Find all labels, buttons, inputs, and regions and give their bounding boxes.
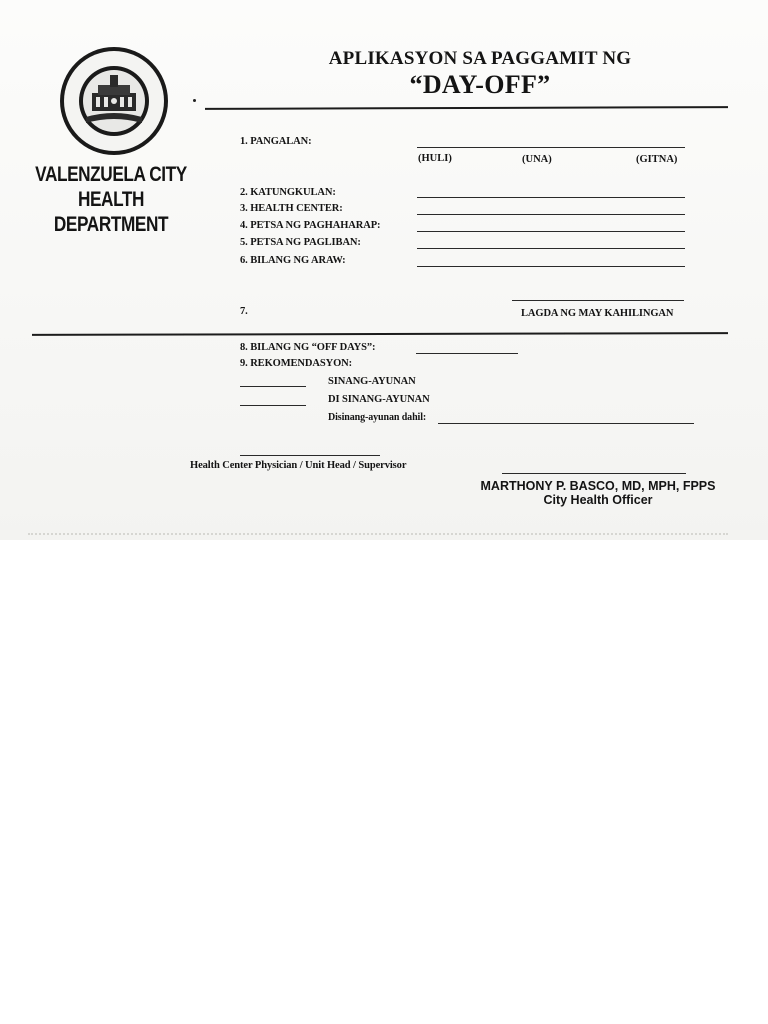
label-item-7: 7. — [240, 306, 248, 317]
label-lagda: LAGDA NG MAY KAHILINGAN — [521, 308, 674, 319]
lagda-line[interactable] — [512, 300, 684, 301]
dahil-line[interactable] — [438, 423, 694, 424]
pangalan-line[interactable] — [417, 147, 685, 148]
label-katungkulan: 2. KATUNGKULAN: — [240, 187, 336, 198]
department-name — [18, 162, 204, 237]
petsa-paghaharap-line[interactable] — [417, 231, 685, 232]
label-petsa-pagliban: 5. PETSA NG PAGLIBAN: — [240, 237, 361, 248]
petsa-pagliban-line[interactable] — [417, 248, 685, 249]
scan-edge — [28, 533, 728, 535]
label-health-center: 3. HEALTH CENTER: — [240, 203, 343, 214]
label-huli: (HULI) — [418, 153, 452, 164]
officer-name: MARTHONY P. BASCO, MD, MPH, FPPS — [480, 479, 716, 493]
physician-signature-line[interactable] — [240, 455, 380, 456]
label-di-sinang-ayunan: DI SINANG-AYUNAN — [328, 394, 430, 405]
label-una: (UNA) — [522, 154, 552, 165]
form-title — [300, 48, 660, 100]
label-pangalan: 1. PANGALAN: — [240, 136, 312, 147]
label-bilang-araw: 6. BILANG NG ARAW: — [240, 255, 346, 266]
department-line-2: HEALTH — [77, 188, 145, 211]
header-dot — [193, 99, 196, 102]
city-seal-icon — [58, 45, 170, 157]
bilang-araw-line[interactable] — [417, 266, 685, 267]
form-title-line-1: APLIKASYON SA PAGGAMIT NG — [328, 48, 632, 69]
form-title-line-2: “DAY-OFF” — [409, 70, 551, 99]
sinang-ayunan-blank[interactable] — [240, 386, 306, 387]
katungkulan-line[interactable] — [417, 197, 685, 198]
officer-signature-line[interactable] — [502, 473, 686, 474]
health-center-line[interactable] — [417, 214, 685, 215]
label-physician: Health Center Physician / Unit Head / Supervisor — [190, 460, 407, 471]
department-line-3: DEPARTMENT — [53, 213, 169, 236]
di-sinang-ayunan-blank[interactable] — [240, 405, 306, 406]
department-line-1: VALENZUELA CITY — [35, 163, 187, 186]
off-days-line[interactable] — [416, 353, 518, 354]
label-dahil: Disinang-ayunan dahil: — [328, 412, 427, 423]
officer-title: City Health Officer — [543, 493, 653, 507]
label-rekomendasyon: 9. REKOMENDASYON: — [240, 358, 353, 369]
label-off-days: 8. BILANG NG “OFF DAYS”: — [240, 342, 376, 353]
label-sinang-ayunan: SINANG-AYUNAN — [328, 376, 416, 387]
label-petsa-paghaharap: 4. PETSA NG PAGHAHARAP: — [240, 220, 381, 231]
label-gitna: (GITNA) — [636, 154, 678, 165]
